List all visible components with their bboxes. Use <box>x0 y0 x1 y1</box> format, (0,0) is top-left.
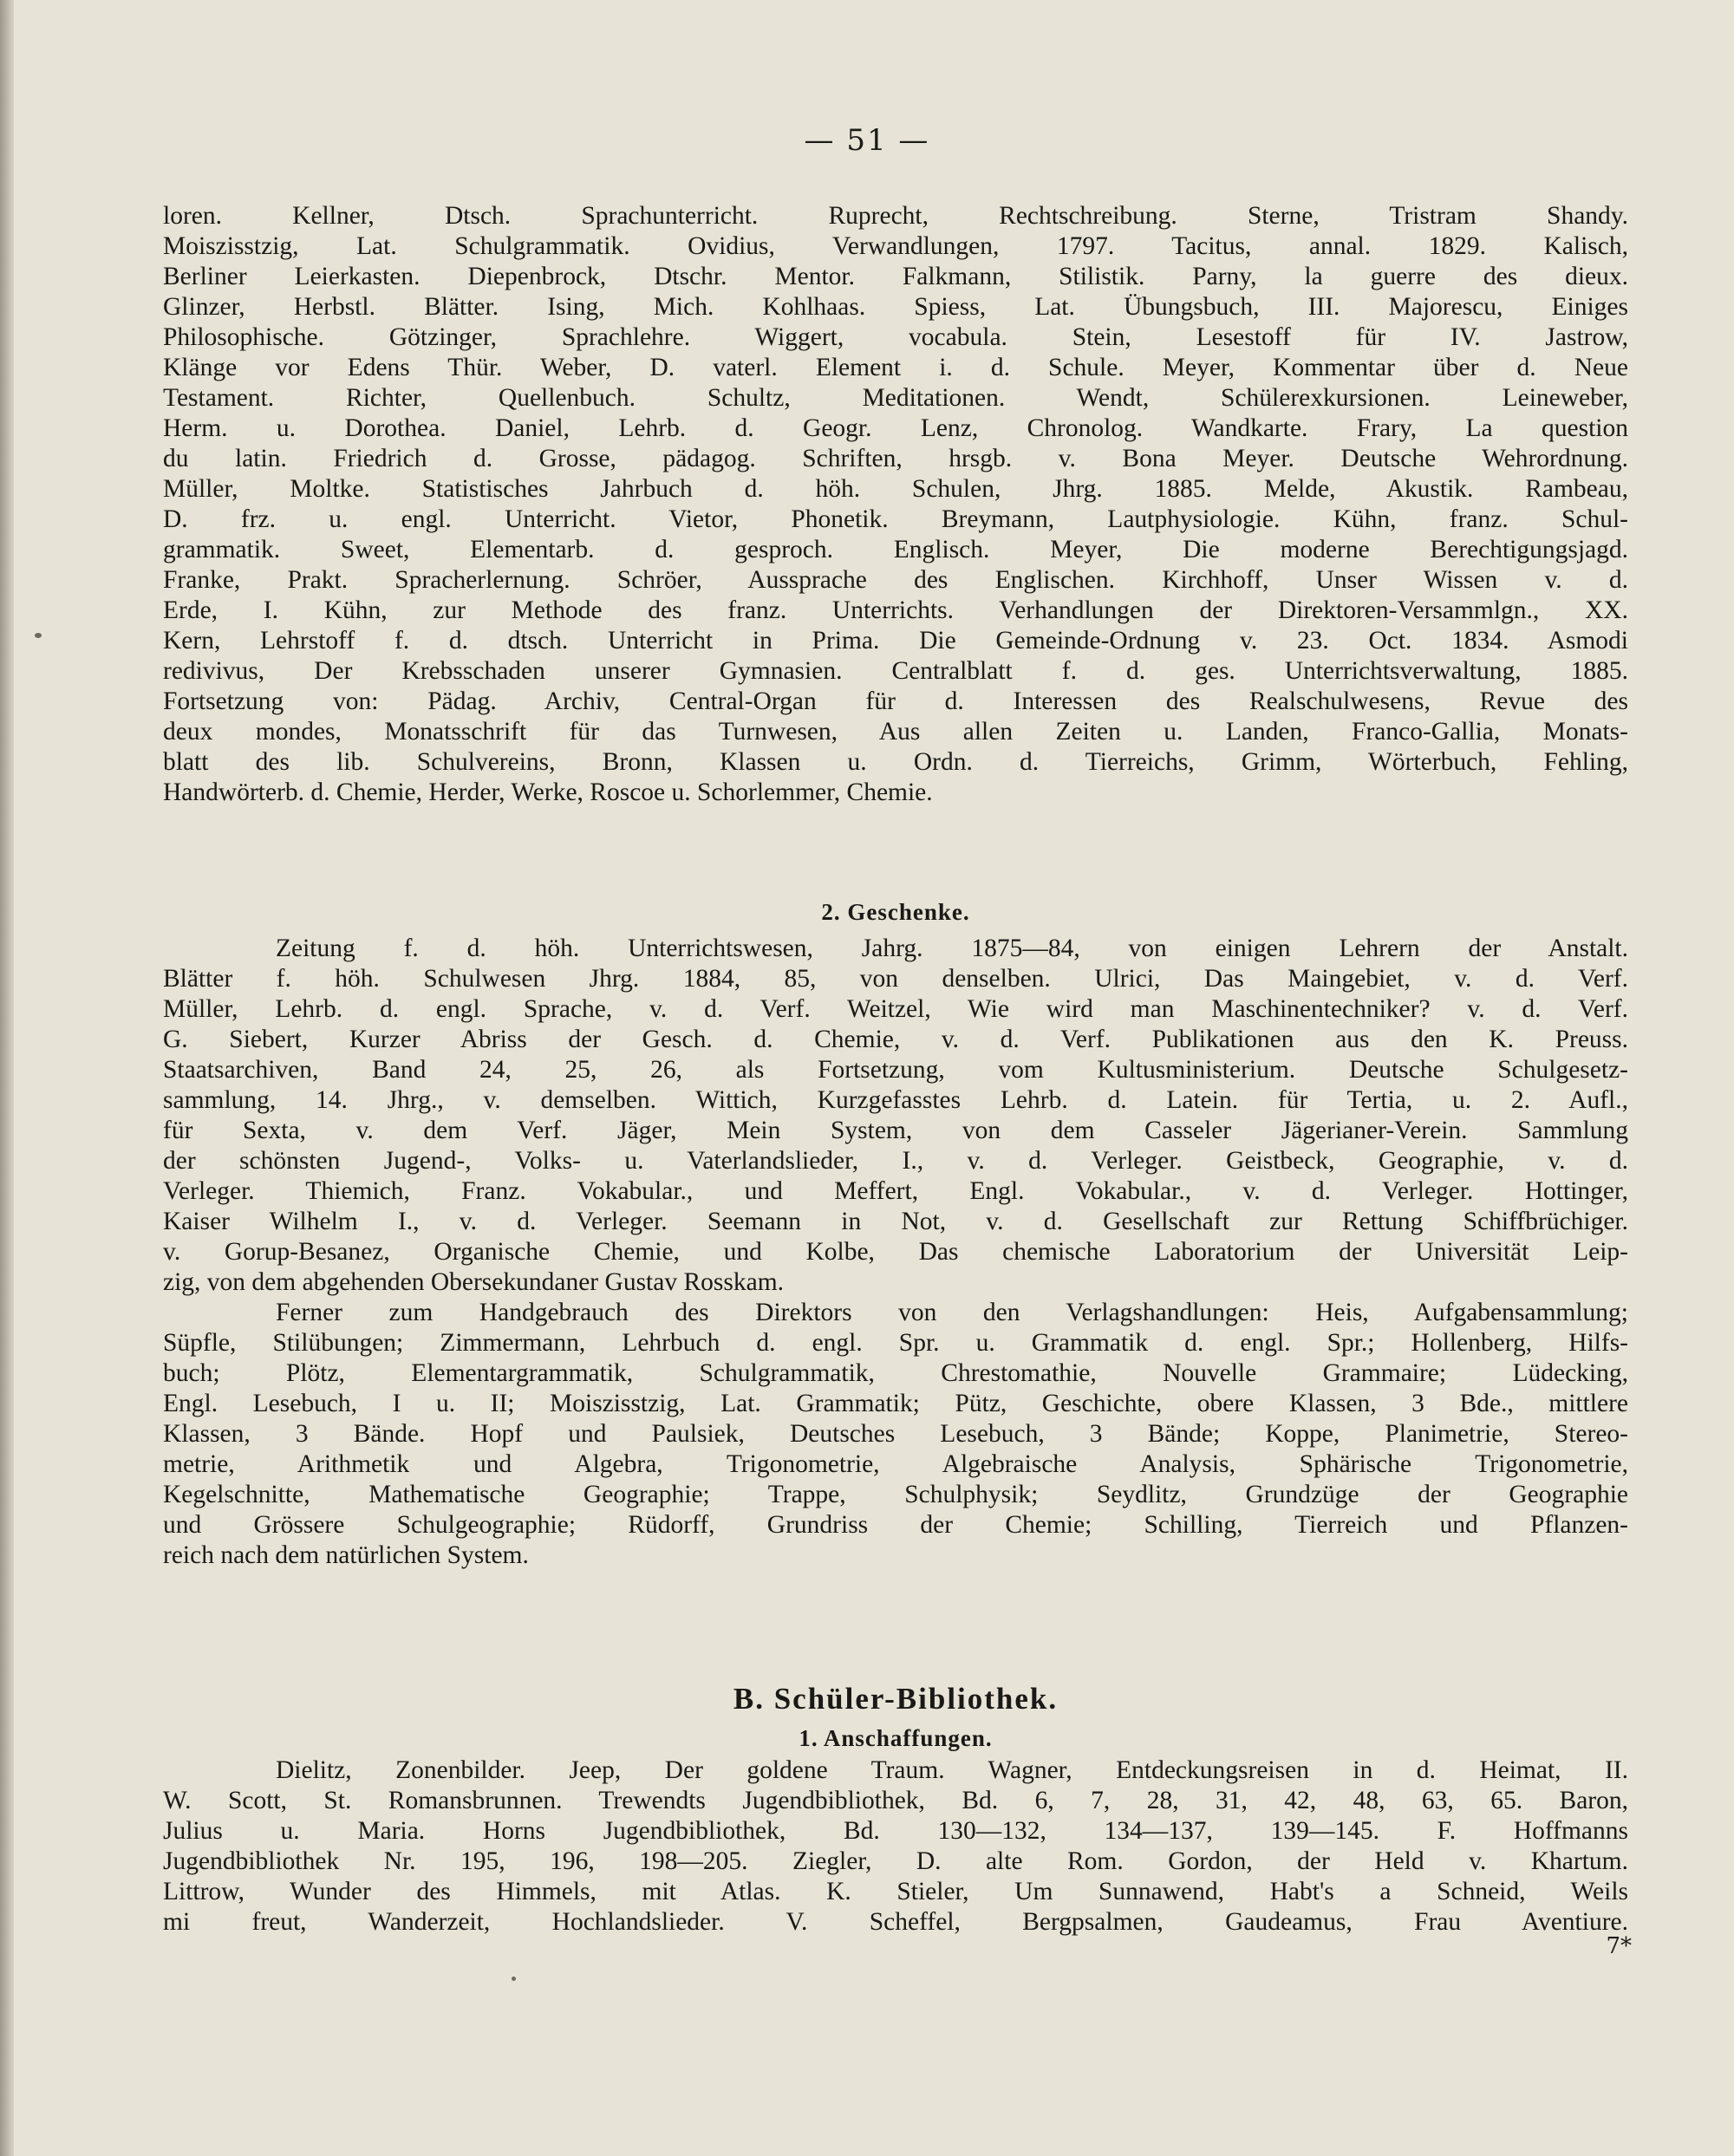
text-line: Glinzer, Herbstl. Blätter. Ising, Mich. Kohlhaas. Spiess, Lat. Übungsbuch, III. Majorescu, Einiges <box>163 293 1628 321</box>
text-line: Kegelschnitte, Mathematische Geographie; Trappe, Schulphysik; Seydlitz, Grundzüge der Geographie <box>163 1481 1628 1508</box>
text-line: Philosophische. Götzinger, Sprachlehre. Wiggert, vocabula. Stein, Lesestoff für IV. Jastrow, <box>163 323 1628 351</box>
text-line: Franke, Prakt. Spracherlernung. Schröer, Aussprache des Englischen. Kirchhoff, Unser Wissen v. d. <box>163 566 1628 594</box>
text-line: Klänge vor Edens Thür. Weber, D. vaterl. Element i. d. Schule. Meyer, Kommentar über d. Neue <box>163 354 1628 381</box>
text-line: Littrow, Wunder des Himmels, mit Atlas. K. Stieler, Um Sunnawend, Habt's a Schneid, Weils <box>163 1878 1628 1905</box>
text-line: v. Gorup-Besanez, Organische Chemie, und Kolbe, Das chemische Laboratorium der Universität Leip- <box>163 1238 1628 1266</box>
text-line: Staatsarchiven, Band 24, 25, 26, als Fortsetzung, vom Kultusministerium. Deutsche Schulgesetz- <box>163 1056 1628 1084</box>
text-line: Klassen, 3 Bände. Hopf und Paulsiek, Deutsches Lesebuch, 3 Bände; Koppe, Planimetrie, Stereo- <box>163 1420 1628 1448</box>
text-line: Fortsetzung von: Pädag. Archiv, Central-Organ für d. Interessen des Realschulwesens, Revue des <box>163 687 1628 715</box>
text-line: Dielitz, Zonenbilder. Jeep, Der goldene Traum. Wagner, Entdeckungsreisen in d. Heimat, II. <box>276 1756 1628 1784</box>
subheading-anschaffungen: 1. Anschaffungen. <box>799 1725 993 1751</box>
text-line: metrie, Arithmetik und Algebra, Trigonometrie, Algebraische Analysis, Sphärische Trigonometrie, <box>163 1450 1628 1478</box>
text-line: sammlung, 14. Jhrg., v. demselben. Wittich, Kurzgefasstes Lehrb. d. Latein. für Tertia, u. 2. Aufl., <box>163 1086 1628 1114</box>
text-line: deux mondes, Monatsschrift für das Turnwesen, Aus allen Zeiten u. Landen, Franco-Gallia, Monats- <box>163 718 1628 746</box>
text-line: Müller, Lehrb. d. engl. Sprache, v. d. Verf. Weitzel, Wie wird man Maschinentechniker? v. d. Verf. <box>163 995 1628 1023</box>
text-line: Jugendbibliothek Nr. 195, 196, 198—205. Ziegler, D. alte Rom. Gordon, der Held v. Khartum. <box>163 1847 1628 1875</box>
text-line: Süpfle, Stilübungen; Zimmermann, Lehrbuch d. engl. Spr. u. Grammatik d. engl. Spr.; Hollenberg, Hilfs- <box>163 1329 1628 1357</box>
text-line: der schönsten Jugend-, Volks- u. Vaterlandslieder, I., v. d. Verleger. Geistbeck, Geographie, v. d. <box>163 1147 1628 1175</box>
scan-speck <box>35 633 42 638</box>
text-line: Verleger. Thiemich, Franz. Vokabular., und Meffert, Engl. Vokabular., v. d. Verleger. Hottinger, <box>163 1177 1628 1205</box>
text-line: Kern, Lehrstoff f. d. dtsch. Unterricht in Prima. Die Gemeinde-Ordnung v. 23. Oct. 1834. Asmodi <box>163 627 1628 655</box>
text-line: Blätter f. höh. Schulwesen Jhrg. 1884, 85, von denselben. Ulrici, Das Maingebiet, v. d. Verf. <box>163 965 1628 993</box>
text-line: Zeitung f. d. höh. Unterrichtswesen, Jahrg. 1875—84, von einigen Lehrern der Anstalt. <box>276 935 1628 962</box>
student-library-list <box>163 1755 1628 1938</box>
text-line: für Sexta, v. dem Verf. Jäger, Mein System, von dem Casseler Jägerianer-Verein. Sammlung <box>163 1117 1628 1144</box>
page-number: — 51 — <box>804 123 930 158</box>
text-line: Engl. Lesebuch, I u. II; Moiszisstzig, Lat. Grammatik; Pütz, Geschichte, obere Klassen, 3 Bde., mittlere <box>163 1390 1628 1417</box>
text-line: und Grössere Schulgeographie; Rüdorff, Grundriss der Chemie; Schilling, Tierreich und Pflanzen- <box>163 1511 1628 1539</box>
text-line: mi freut, Wanderzeit, Hochlandslieder. V. Scheffel, Bergpsalmen, Gaudeamus, Frau Aventiure. <box>163 1908 1628 1936</box>
text-line: Testament. Richter, Quellenbuch. Schultz, Meditationen. Wendt, Schülerexkursionen. Leineweber, <box>163 384 1628 412</box>
text-line: zig, von dem abgehenden Obersekundaner Gustav Rosskam. <box>163 1268 785 1296</box>
printer-signature-mark: 7* <box>1606 1933 1632 1959</box>
text-line: Erde, I. Kühn, zur Methode des franz. Unterrichts. Verhandlungen der Direktoren-Versammlgn., XX. <box>163 596 1628 624</box>
text-line: Handwörterb. d. Chemie, Herder, Werke, Roscoe u. Schorlemmer, Chemie. <box>163 778 933 806</box>
section-heading-schueler-bibliothek: B. Schüler-Bibliothek. <box>733 1682 1059 1716</box>
acquisitions-continued <box>163 201 1628 808</box>
text-line: Kaiser Wilhelm I., v. d. Verleger. Seemann in Not, v. d. Gesellschaft zur Rettung Schiffbrüchiger. <box>163 1208 1628 1235</box>
text-line: W. Scott, St. Romansbrunnen. Trewendts Jugendbibliothek, Bd. 6, 7, 28, 31, 42, 48, 63, 65. Baron, <box>163 1787 1628 1814</box>
text-line: loren. Kellner, Dtsch. Sprachunterricht. Ruprecht, Rechtschreibung. Sterne, Tristram Shandy. <box>163 202 1628 230</box>
text-line: buch; Plötz, Elementargrammatik, Schulgrammatik, Chrestomathie, Nouvelle Grammaire; Lüdecking, <box>163 1359 1628 1387</box>
gifts-paragraph <box>163 934 1628 1298</box>
text-line: blatt des lib. Schulvereins, Bronn, Klassen u. Ordn. d. Tierreichs, Grimm, Wörterbuch, Fehling, <box>163 748 1628 776</box>
text-line: Moiszisstzig, Lat. Schulgrammatik. Ovidius, Verwandlungen, 1797. Tacitus, annal. 1829. Kalisch, <box>163 232 1628 260</box>
text-line: grammatik. Sweet, Elementarb. d. gesproch. Englisch. Meyer, Die moderne Berechtigungsjagd. <box>163 536 1628 563</box>
text-line: D. frz. u. engl. Unterricht. Vietor, Phonetik. Breymann, Lautphysiologie. Kühn, franz. Schul- <box>163 505 1628 533</box>
text-line: Julius u. Maria. Horns Jugendbibliothek, Bd. 130—132, 134—137, 139—145. F. Hoffmanns <box>163 1817 1628 1845</box>
text-line: G. Siebert, Kurzer Abriss der Gesch. d. Chemie, v. d. Verf. Publikationen aus den K. Preuss. <box>163 1026 1628 1053</box>
page-gutter <box>0 0 14 2156</box>
text-line: Herm. u. Dorothea. Daniel, Lehrb. d. Geogr. Lenz, Chronolog. Wandkarte. Frary, La question <box>163 414 1628 442</box>
director-handbooks-paragraph <box>163 1298 1628 1571</box>
scan-speck <box>512 1977 516 1981</box>
text-line: redivivus, Der Krebsschaden unserer Gymnasien. Centralblatt f. d. ges. Unterrichtsverwaltung, 1885. <box>163 657 1628 685</box>
text-line: reich nach dem natürlichen System. <box>163 1541 529 1569</box>
text-line: du latin. Friedrich d. Grosse, pädagog. Schriften, hrsgb. v. Bona Meyer. Deutsche Wehrordnung. <box>163 445 1628 472</box>
text-line: Berliner Leierkasten. Diepenbrock, Dtschr. Mentor. Falkmann, Stilistik. Parny, la guerre des dieux. <box>163 263 1628 290</box>
text-line: Ferner zum Handgebrauch des Direktors von den Verlagshandlungen: Heis, Aufgabensammlung; <box>276 1299 1628 1326</box>
section-heading-geschenke: 2. Geschenke. <box>821 899 970 925</box>
text-line: Müller, Moltke. Statistisches Jahrbuch d. höh. Schulen, Jhrg. 1885. Melde, Akustik. Rambeau, <box>163 475 1628 503</box>
